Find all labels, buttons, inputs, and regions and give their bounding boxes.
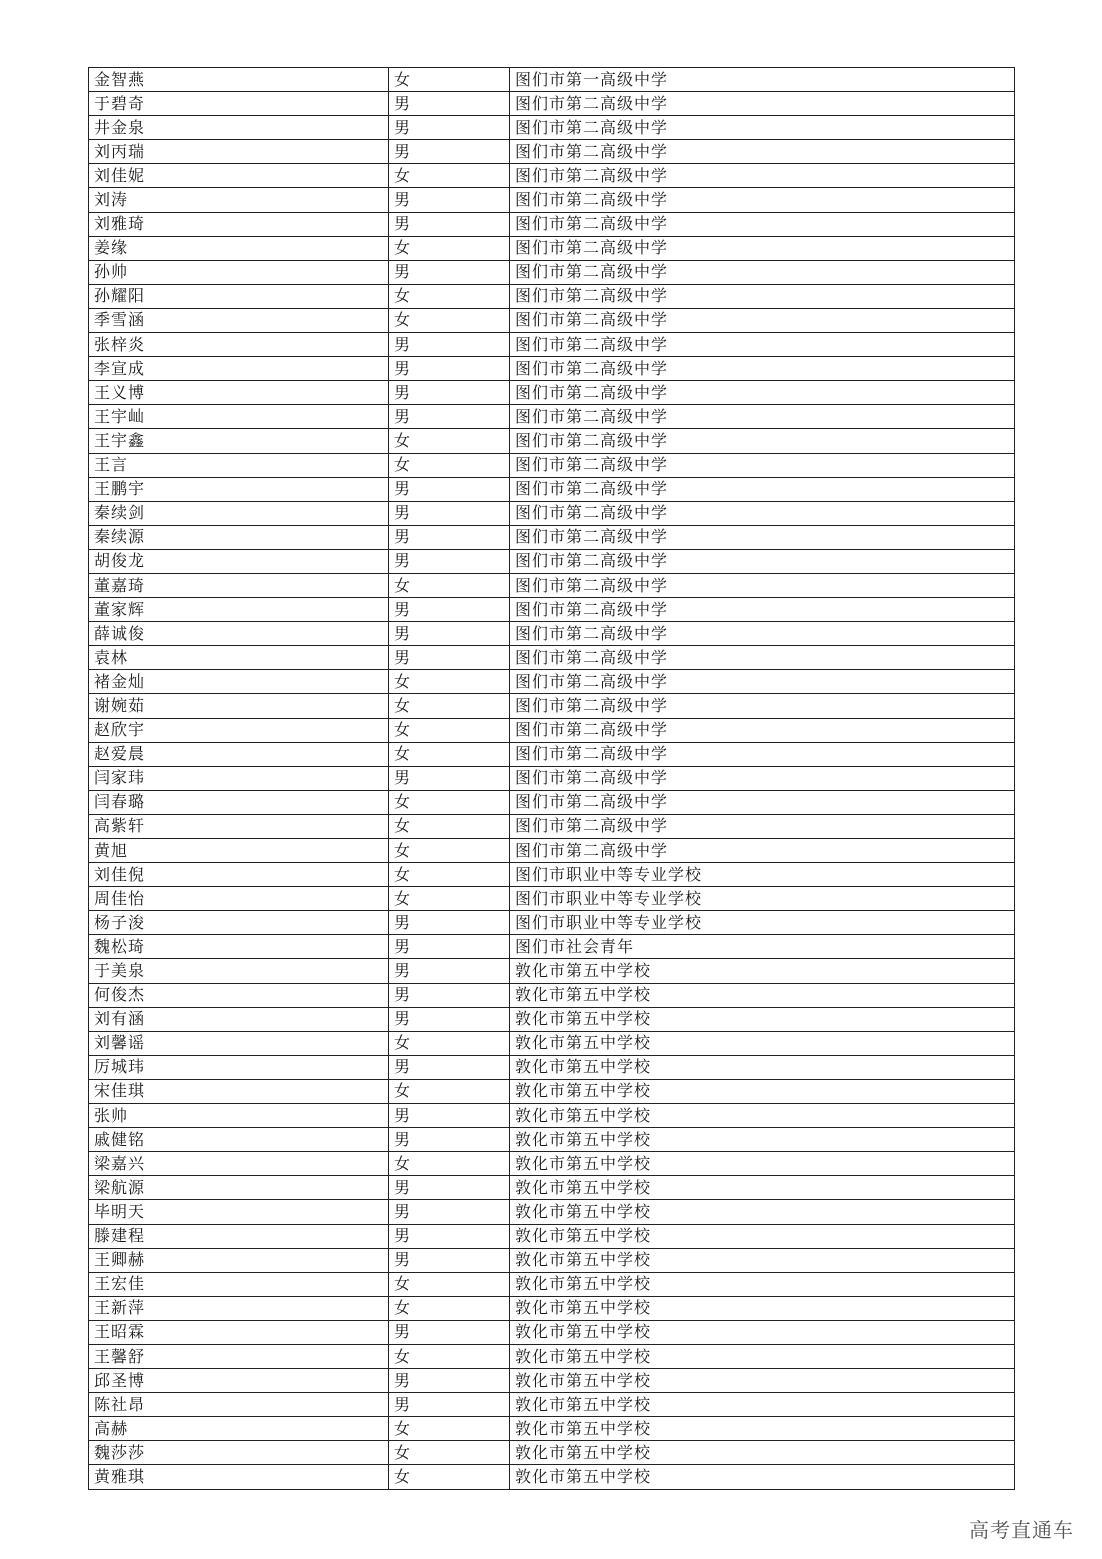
school-cell: 敦化市第五中学校 (510, 1055, 1015, 1079)
table-row (89, 1128, 1015, 1152)
table-row (89, 429, 1015, 453)
gender-cell: 男 (389, 1176, 510, 1200)
gender-cell: 男 (389, 1369, 510, 1393)
name-cell: 金智燕 (89, 68, 389, 92)
school-cell: 敦化市第五中学校 (510, 1079, 1015, 1103)
gender-cell: 男 (389, 357, 510, 381)
table-row (89, 1465, 1015, 1489)
name-cell: 刘丙瑞 (89, 140, 389, 164)
gender-cell: 女 (389, 1296, 510, 1320)
school-cell: 图们市第一高级中学 (510, 68, 1015, 92)
school-cell: 图们市第二高级中学 (510, 260, 1015, 284)
school-cell: 图们市第二高级中学 (510, 140, 1015, 164)
table-row (89, 983, 1015, 1007)
table-row (89, 839, 1015, 863)
table-row (89, 116, 1015, 140)
school-cell: 敦化市第五中学校 (510, 1200, 1015, 1224)
table-row (89, 1007, 1015, 1031)
watermark-text: 高考直通车 (969, 1518, 1074, 1542)
school-cell: 图们市第二高级中学 (510, 284, 1015, 308)
gender-cell: 男 (389, 1055, 510, 1079)
name-cell: 王宏佳 (89, 1272, 389, 1296)
name-cell: 周佳怡 (89, 887, 389, 911)
name-cell: 董家辉 (89, 598, 389, 622)
school-cell: 图们市第二高级中学 (510, 718, 1015, 742)
name-cell: 赵爱晨 (89, 742, 389, 766)
table-row (89, 1296, 1015, 1320)
school-cell: 图们市第二高级中学 (510, 790, 1015, 814)
name-cell: 刘佳倪 (89, 863, 389, 887)
gender-cell: 男 (389, 911, 510, 935)
name-cell: 梁嘉兴 (89, 1152, 389, 1176)
gender-cell: 女 (389, 1272, 510, 1296)
gender-cell: 男 (389, 598, 510, 622)
name-cell: 井金泉 (89, 116, 389, 140)
table-row (89, 1441, 1015, 1465)
table-row (89, 863, 1015, 887)
name-cell: 闫春璐 (89, 790, 389, 814)
school-cell: 图们市第二高级中学 (510, 549, 1015, 573)
gender-cell: 女 (389, 453, 510, 477)
table-row (89, 1320, 1015, 1344)
table-row (89, 236, 1015, 260)
name-cell: 季雪涵 (89, 308, 389, 332)
table-row (89, 260, 1015, 284)
table-row (89, 766, 1015, 790)
table-row (89, 1369, 1015, 1393)
name-cell: 于美泉 (89, 959, 389, 983)
gender-cell: 女 (389, 863, 510, 887)
school-cell: 图们市第二高级中学 (510, 742, 1015, 766)
school-cell: 图们市第二高级中学 (510, 453, 1015, 477)
gender-cell: 女 (389, 790, 510, 814)
school-cell: 图们市第二高级中学 (510, 333, 1015, 357)
school-cell: 图们市第二高级中学 (510, 429, 1015, 453)
gender-cell: 女 (389, 887, 510, 911)
school-cell: 敦化市第五中学校 (510, 1393, 1015, 1417)
table-row (89, 1417, 1015, 1441)
gender-cell: 男 (389, 1104, 510, 1128)
school-cell: 敦化市第五中学校 (510, 1248, 1015, 1272)
table-row (89, 405, 1015, 429)
table-row (89, 935, 1015, 959)
gender-cell: 男 (389, 212, 510, 236)
name-cell: 刘有涵 (89, 1007, 389, 1031)
school-cell: 敦化市第五中学校 (510, 959, 1015, 983)
gender-cell: 男 (389, 1393, 510, 1417)
gender-cell: 男 (389, 525, 510, 549)
name-cell: 王宇鑫 (89, 429, 389, 453)
gender-cell: 男 (389, 1320, 510, 1344)
school-cell: 图们市第二高级中学 (510, 188, 1015, 212)
school-cell: 敦化市第五中学校 (510, 1320, 1015, 1344)
table-row (89, 357, 1015, 381)
name-cell: 于碧奇 (89, 92, 389, 116)
school-cell: 敦化市第五中学校 (510, 1007, 1015, 1031)
table-row (89, 501, 1015, 525)
table-row (89, 212, 1015, 236)
gender-cell: 男 (389, 92, 510, 116)
name-cell: 王鹏宇 (89, 477, 389, 501)
table-row (89, 1393, 1015, 1417)
gender-cell: 男 (389, 646, 510, 670)
school-cell: 敦化市第五中学校 (510, 1104, 1015, 1128)
table-row (89, 1152, 1015, 1176)
table-row (89, 1248, 1015, 1272)
school-cell: 图们市第二高级中学 (510, 839, 1015, 863)
school-cell: 图们市第二高级中学 (510, 646, 1015, 670)
gender-cell: 女 (389, 573, 510, 597)
table-row (89, 694, 1015, 718)
table-row (89, 573, 1015, 597)
school-cell: 敦化市第五中学校 (510, 1031, 1015, 1055)
name-cell: 邱圣博 (89, 1369, 389, 1393)
name-cell: 黄雅琪 (89, 1465, 389, 1489)
gender-cell: 男 (389, 116, 510, 140)
table-row (89, 598, 1015, 622)
gender-cell: 男 (389, 405, 510, 429)
name-cell: 魏莎莎 (89, 1441, 389, 1465)
gender-cell: 男 (389, 983, 510, 1007)
name-cell: 孙耀阳 (89, 284, 389, 308)
school-cell: 图们市第二高级中学 (510, 381, 1015, 405)
table-row (89, 1104, 1015, 1128)
table-row (89, 670, 1015, 694)
name-cell: 姜缘 (89, 236, 389, 260)
name-cell: 王馨舒 (89, 1344, 389, 1368)
school-cell: 敦化市第五中学校 (510, 1272, 1015, 1296)
name-cell: 刘涛 (89, 188, 389, 212)
name-cell: 秦续源 (89, 525, 389, 549)
table-row (89, 1224, 1015, 1248)
name-cell: 赵欣宇 (89, 718, 389, 742)
gender-cell: 男 (389, 935, 510, 959)
table-row (89, 742, 1015, 766)
school-cell: 敦化市第五中学校 (510, 1152, 1015, 1176)
gender-cell: 女 (389, 1441, 510, 1465)
gender-cell: 男 (389, 477, 510, 501)
school-cell: 图们市第二高级中学 (510, 670, 1015, 694)
name-cell: 王卿赫 (89, 1248, 389, 1272)
school-cell: 图们市第二高级中学 (510, 573, 1015, 597)
name-cell: 陈社昂 (89, 1393, 389, 1417)
table-row (89, 1031, 1015, 1055)
gender-cell: 女 (389, 429, 510, 453)
name-cell: 王宇屾 (89, 405, 389, 429)
table-row (89, 911, 1015, 935)
table-row (89, 814, 1015, 838)
gender-cell: 男 (389, 381, 510, 405)
gender-cell: 男 (389, 1248, 510, 1272)
name-cell: 戚健铭 (89, 1128, 389, 1152)
school-cell: 敦化市第五中学校 (510, 1369, 1015, 1393)
school-cell: 图们市职业中等专业学校 (510, 863, 1015, 887)
table-row (89, 790, 1015, 814)
school-cell: 图们市第二高级中学 (510, 212, 1015, 236)
gender-cell: 女 (389, 1417, 510, 1441)
gender-cell: 女 (389, 694, 510, 718)
name-cell: 高赫 (89, 1417, 389, 1441)
school-cell: 图们市第二高级中学 (510, 405, 1015, 429)
name-cell: 张梓炎 (89, 333, 389, 357)
school-cell: 敦化市第五中学校 (510, 1417, 1015, 1441)
gender-cell: 女 (389, 164, 510, 188)
gender-cell: 男 (389, 549, 510, 573)
table-row (89, 68, 1015, 92)
name-cell: 谢婉茹 (89, 694, 389, 718)
school-cell: 敦化市第五中学校 (510, 1296, 1015, 1320)
gender-cell: 女 (389, 718, 510, 742)
table-row (89, 718, 1015, 742)
name-cell: 孙帅 (89, 260, 389, 284)
school-cell: 敦化市第五中学校 (510, 983, 1015, 1007)
table-row (89, 959, 1015, 983)
table-row (89, 308, 1015, 332)
school-cell: 图们市第二高级中学 (510, 308, 1015, 332)
name-cell: 毕明天 (89, 1200, 389, 1224)
name-cell: 梁航源 (89, 1176, 389, 1200)
name-cell: 王义博 (89, 381, 389, 405)
table-row (89, 622, 1015, 646)
gender-cell: 男 (389, 1128, 510, 1152)
school-cell: 敦化市第五中学校 (510, 1441, 1015, 1465)
table-row (89, 140, 1015, 164)
school-cell: 图们市第二高级中学 (510, 164, 1015, 188)
gender-cell: 男 (389, 140, 510, 164)
name-cell: 闫家玮 (89, 766, 389, 790)
gender-cell: 女 (389, 670, 510, 694)
school-cell: 图们市第二高级中学 (510, 116, 1015, 140)
roster-body (89, 68, 1015, 1490)
name-cell: 薛诚俊 (89, 622, 389, 646)
school-cell: 敦化市第五中学校 (510, 1128, 1015, 1152)
table-row (89, 1272, 1015, 1296)
gender-cell: 男 (389, 260, 510, 284)
name-cell: 刘雅琦 (89, 212, 389, 236)
table-row (89, 477, 1015, 501)
name-cell: 李宣成 (89, 357, 389, 381)
school-cell: 图们市职业中等专业学校 (510, 887, 1015, 911)
name-cell: 秦续剑 (89, 501, 389, 525)
gender-cell: 女 (389, 236, 510, 260)
school-cell: 图们市第二高级中学 (510, 814, 1015, 838)
table-row (89, 1344, 1015, 1368)
name-cell: 杨子浚 (89, 911, 389, 935)
table-row (89, 525, 1015, 549)
name-cell: 袁林 (89, 646, 389, 670)
table-row (89, 453, 1015, 477)
table-row (89, 1079, 1015, 1103)
table-row (89, 887, 1015, 911)
name-cell: 张帅 (89, 1104, 389, 1128)
student-roster-table (88, 67, 1015, 1490)
table-row (89, 333, 1015, 357)
table-row (89, 188, 1015, 212)
name-cell: 褚金灿 (89, 670, 389, 694)
name-cell: 魏松琦 (89, 935, 389, 959)
gender-cell: 女 (389, 839, 510, 863)
table-row (89, 646, 1015, 670)
school-cell: 图们市第二高级中学 (510, 477, 1015, 501)
school-cell: 图们市第二高级中学 (510, 622, 1015, 646)
school-cell: 图们市第二高级中学 (510, 766, 1015, 790)
name-cell: 王昭霖 (89, 1320, 389, 1344)
school-cell: 图们市第二高级中学 (510, 598, 1015, 622)
school-cell: 敦化市第五中学校 (510, 1465, 1015, 1489)
table-row (89, 1055, 1015, 1079)
name-cell: 何俊杰 (89, 983, 389, 1007)
table-row (89, 549, 1015, 573)
gender-cell: 男 (389, 501, 510, 525)
school-cell: 图们市第二高级中学 (510, 501, 1015, 525)
name-cell: 刘馨谣 (89, 1031, 389, 1055)
gender-cell: 女 (389, 1031, 510, 1055)
gender-cell: 女 (389, 308, 510, 332)
school-cell: 图们市第二高级中学 (510, 236, 1015, 260)
name-cell: 滕建程 (89, 1224, 389, 1248)
gender-cell: 女 (389, 1344, 510, 1368)
gender-cell: 男 (389, 959, 510, 983)
school-cell: 敦化市第五中学校 (510, 1344, 1015, 1368)
gender-cell: 男 (389, 622, 510, 646)
school-cell: 敦化市第五中学校 (510, 1176, 1015, 1200)
name-cell: 高紫轩 (89, 814, 389, 838)
gender-cell: 男 (389, 766, 510, 790)
name-cell: 刘佳妮 (89, 164, 389, 188)
gender-cell: 女 (389, 814, 510, 838)
gender-cell: 男 (389, 188, 510, 212)
gender-cell: 男 (389, 1007, 510, 1031)
table-row (89, 381, 1015, 405)
table-row (89, 1176, 1015, 1200)
school-cell: 图们市第二高级中学 (510, 694, 1015, 718)
gender-cell: 女 (389, 1079, 510, 1103)
school-cell: 图们市第二高级中学 (510, 357, 1015, 381)
school-cell: 敦化市第五中学校 (510, 1224, 1015, 1248)
name-cell: 王新萍 (89, 1296, 389, 1320)
gender-cell: 女 (389, 1152, 510, 1176)
name-cell: 厉城玮 (89, 1055, 389, 1079)
gender-cell: 女 (389, 1465, 510, 1489)
gender-cell: 女 (389, 68, 510, 92)
gender-cell: 女 (389, 284, 510, 308)
school-cell: 图们市职业中等专业学校 (510, 911, 1015, 935)
table-row (89, 1200, 1015, 1224)
table-row (89, 92, 1015, 116)
name-cell: 黄旭 (89, 839, 389, 863)
school-cell: 图们市第二高级中学 (510, 92, 1015, 116)
gender-cell: 男 (389, 333, 510, 357)
name-cell: 王言 (89, 453, 389, 477)
gender-cell: 女 (389, 742, 510, 766)
table-row (89, 284, 1015, 308)
name-cell: 宋佳琪 (89, 1079, 389, 1103)
name-cell: 胡俊龙 (89, 549, 389, 573)
school-cell: 图们市社会青年 (510, 935, 1015, 959)
gender-cell: 男 (389, 1224, 510, 1248)
name-cell: 董嘉琦 (89, 573, 389, 597)
gender-cell: 男 (389, 1200, 510, 1224)
table-row (89, 164, 1015, 188)
school-cell: 图们市第二高级中学 (510, 525, 1015, 549)
